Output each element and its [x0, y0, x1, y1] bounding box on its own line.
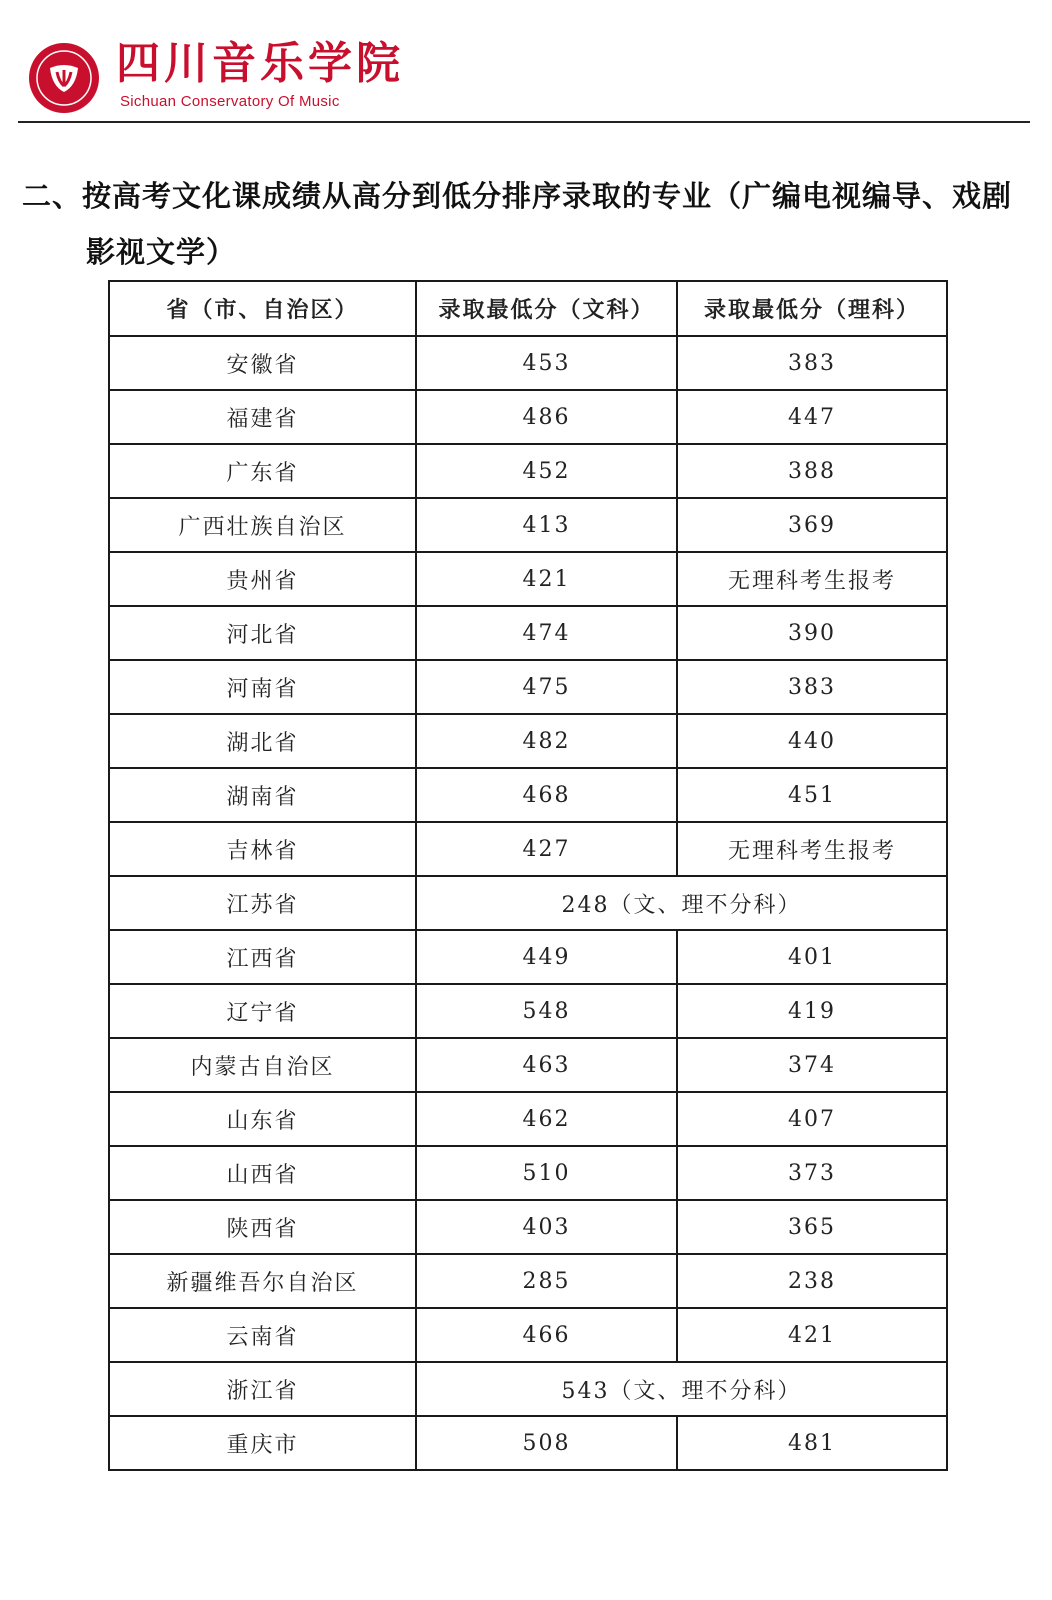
province-cell: 陕西省	[109, 1200, 416, 1254]
wenke-score-cell: 508	[416, 1416, 677, 1470]
table-row	[109, 930, 947, 984]
province-cell: 山西省	[109, 1146, 416, 1200]
wenke-score-cell: 449	[416, 930, 677, 984]
table-row	[109, 1308, 947, 1362]
like-score-cell: 374	[677, 1038, 947, 1092]
table-row	[109, 552, 947, 606]
province-cell: 河南省	[109, 660, 416, 714]
column-header-wenke: 录取最低分（文科）	[416, 281, 677, 336]
province-cell: 福建省	[109, 390, 416, 444]
province-cell: 江西省	[109, 930, 416, 984]
table-row	[109, 390, 947, 444]
like-score-cell: 407	[677, 1092, 947, 1146]
table-row	[109, 768, 947, 822]
table-row	[109, 498, 947, 552]
province-cell: 云南省	[109, 1308, 416, 1362]
like-score-cell: 447	[677, 390, 947, 444]
like-score-cell: 401	[677, 930, 947, 984]
like-score-cell: 383	[677, 660, 947, 714]
like-score-cell: 373	[677, 1146, 947, 1200]
province-cell: 广东省	[109, 444, 416, 498]
wenke-score-cell: 548	[416, 984, 677, 1038]
province-cell: 辽宁省	[109, 984, 416, 1038]
wenke-score-cell: 466	[416, 1308, 677, 1362]
province-cell: 广西壮族自治区	[109, 498, 416, 552]
table-row	[109, 1254, 947, 1308]
wenke-score-cell: 285	[416, 1254, 677, 1308]
table-row	[109, 660, 947, 714]
table-body	[109, 336, 947, 1470]
table-row	[109, 876, 947, 930]
table-row	[109, 1146, 947, 1200]
table-row	[109, 1416, 947, 1470]
province-cell: 重庆市	[109, 1416, 416, 1470]
table-row	[109, 822, 947, 876]
province-cell: 湖南省	[109, 768, 416, 822]
table-row	[109, 1200, 947, 1254]
table-row	[109, 1038, 947, 1092]
school-name-cn: 四川音乐学院	[116, 38, 404, 89]
like-score-cell: 369	[677, 498, 947, 552]
like-score-cell: 无理科考生报考	[677, 822, 947, 876]
combined-score-cell: 543（文、理不分科）	[416, 1362, 947, 1416]
table-row	[109, 984, 947, 1038]
like-score-cell: 419	[677, 984, 947, 1038]
like-score-cell: 388	[677, 444, 947, 498]
province-cell: 贵州省	[109, 552, 416, 606]
wenke-score-cell: 486	[416, 390, 677, 444]
province-cell: 内蒙古自治区	[109, 1038, 416, 1092]
like-score-cell: 481	[677, 1416, 947, 1470]
page-header	[0, 0, 1052, 124]
like-score-cell: 383	[677, 336, 947, 390]
like-score-cell: 451	[677, 768, 947, 822]
table-header-row	[109, 281, 947, 336]
like-score-cell: 440	[677, 714, 947, 768]
table-row	[109, 1362, 947, 1416]
table-row	[109, 336, 947, 390]
like-score-cell: 390	[677, 606, 947, 660]
table-row	[109, 606, 947, 660]
province-cell: 湖北省	[109, 714, 416, 768]
province-cell: 浙江省	[109, 1362, 416, 1416]
wenke-score-cell: 474	[416, 606, 677, 660]
table-row	[109, 714, 947, 768]
school-emblem-icon	[28, 42, 100, 114]
table-row	[109, 444, 947, 498]
wenke-score-cell: 482	[416, 714, 677, 768]
wenke-score-cell: 403	[416, 1200, 677, 1254]
wenke-score-cell: 427	[416, 822, 677, 876]
province-cell: 江苏省	[109, 876, 416, 930]
wenke-score-cell: 452	[416, 444, 677, 498]
wenke-score-cell: 475	[416, 660, 677, 714]
like-score-cell: 238	[677, 1254, 947, 1308]
wenke-score-cell: 468	[416, 768, 677, 822]
wenke-score-cell: 413	[416, 498, 677, 552]
wenke-score-cell: 462	[416, 1092, 677, 1146]
wenke-score-cell: 463	[416, 1038, 677, 1092]
province-cell: 吉林省	[109, 822, 416, 876]
wenke-score-cell: 510	[416, 1146, 677, 1200]
column-header-like: 录取最低分（理科）	[677, 281, 947, 336]
province-cell: 新疆维吾尔自治区	[109, 1254, 416, 1308]
like-score-cell: 421	[677, 1308, 947, 1362]
combined-score-cell: 248（文、理不分科）	[416, 876, 947, 930]
header-divider	[18, 121, 1030, 123]
wenke-score-cell: 421	[416, 552, 677, 606]
column-header-province: 省（市、自治区）	[109, 281, 416, 336]
like-score-cell: 无理科考生报考	[677, 552, 947, 606]
province-cell: 河北省	[109, 606, 416, 660]
wenke-score-cell: 453	[416, 336, 677, 390]
section-heading: 二、按高考文化课成绩从高分到低分排序录取的专业（广编电视编导、戏剧影视文学）	[22, 179, 1013, 269]
admission-score-table	[108, 280, 948, 1471]
province-cell: 山东省	[109, 1092, 416, 1146]
like-score-cell: 365	[677, 1200, 947, 1254]
province-cell: 安徽省	[109, 336, 416, 390]
school-name-en: Sichuan Conservatory Of Music	[120, 93, 340, 110]
table-row	[109, 1092, 947, 1146]
